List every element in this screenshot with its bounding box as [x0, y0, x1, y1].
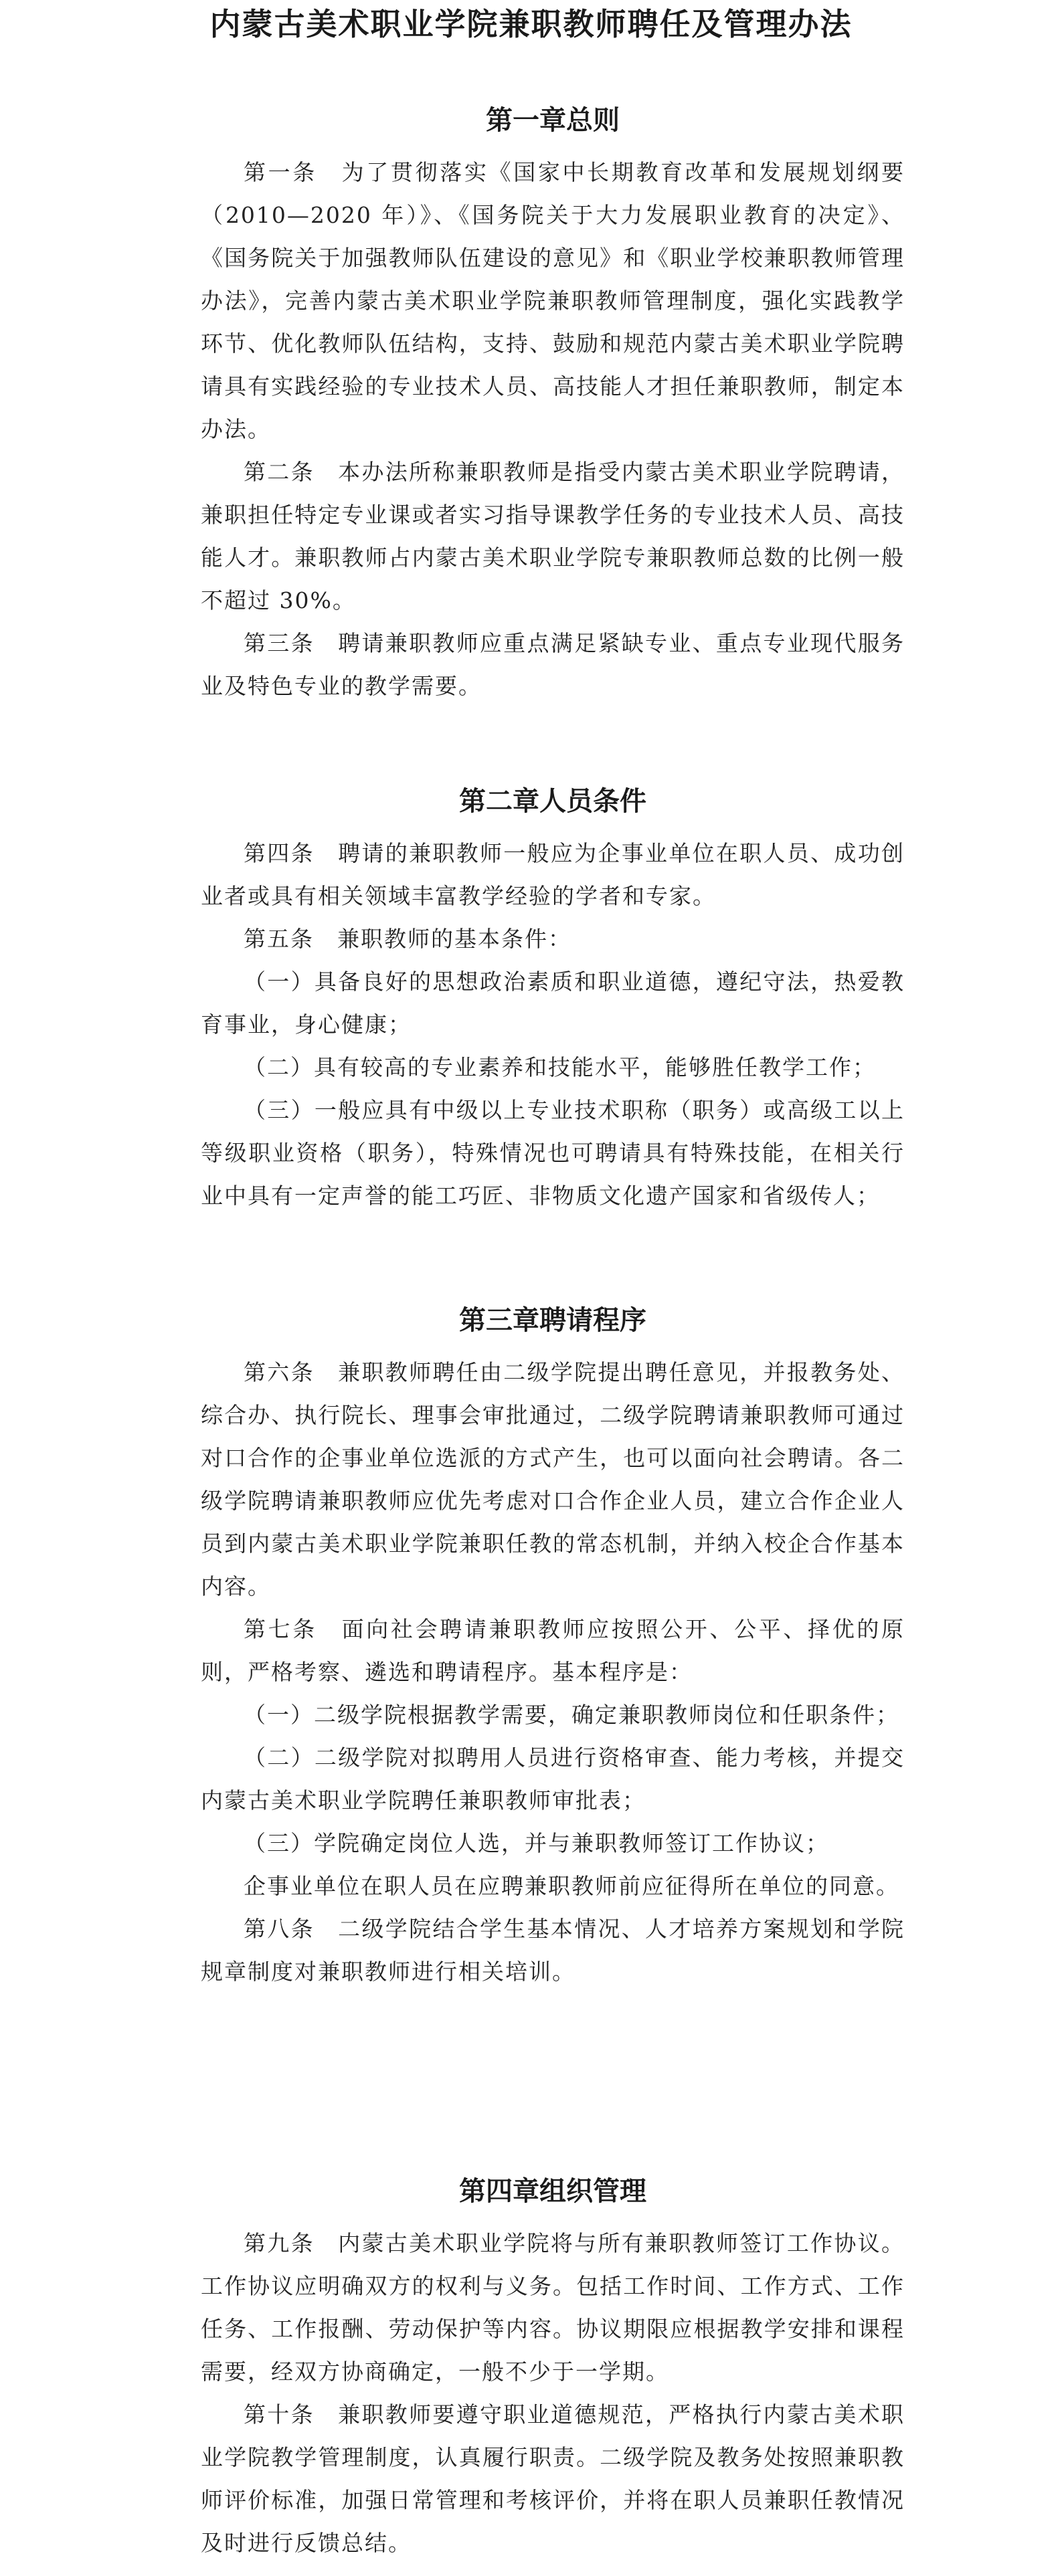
- article-paragraph: 第八条 二级学院结合学生基本情况、人才培养方案规划和学院规章制度对兼职教师进行相关培训。: [201, 1916, 905, 1985]
- list-item: （一）二级学院根据教学需要，确定兼职教师岗位和任职条件；: [244, 1702, 899, 1728]
- list-item: （三）一般应具有中级以上专业技术职称（职务）或高级工以上等级职业资格（职务），特殊情况也可聘请具有特殊技能，在相关行业中具有一定声誉的能工巧匠、非物质文化遗产国家和省级传人；: [201, 1097, 905, 1209]
- chapter-3: [201, 1300, 905, 1993]
- article-paragraph: 第四条 聘请的兼职教师一般应为企事业单位在职人员、成功创业者或具有相关领域丰富教学经验的学者和专家。: [201, 840, 905, 909]
- chapter-1: [201, 100, 905, 708]
- article-paragraph: 第二条 本办法所称兼职教师是指受内蒙古美术职业学院聘请，兼职担任特定专业课或者实习指导课教学任务的专业技术人员、高技能人才。兼职教师占内蒙古美术职业学院专兼职教师总数的比例一般不超过 30%。: [201, 459, 905, 613]
- list-item: （二）具有较高的专业素养和技能水平，能够胜任教学工作；: [244, 1054, 876, 1080]
- chapter-heading: 第一章总则: [486, 104, 620, 136]
- document-title: 内蒙古美术职业学院兼职教师聘任及管理办法: [209, 6, 853, 42]
- article-paragraph: 第五条 兼职教师的基本条件：: [244, 926, 571, 952]
- chapter-heading: 第三章聘请程序: [459, 1304, 646, 1336]
- chapter-4: [201, 2171, 905, 2565]
- note-paragraph: 企事业单位在职人员在应聘兼职教师前应征得所在单位的同意。: [244, 1873, 899, 1899]
- chapter-2: [201, 781, 905, 1217]
- list-item: （三）学院确定岗位人选，并与兼职教师签订工作协议；: [244, 1830, 829, 1856]
- list-item: （一）具备良好的思想政治素质和职业道德，遵纪守法，热爱教育事业，身心健康；: [201, 969, 905, 1037]
- chapter-heading: 第二章人员条件: [459, 785, 646, 817]
- article-paragraph: 第六条 兼职教师聘任由二级学院提出聘任意见，并报教务处、综合办、执行院长、理事会审批通过，二级学院聘请兼职教师可通过对口合作的企事业单位选派的方式产生，也可以面向社会聘请。各二级学院聘请兼职教师应优先考虑对口合作企业人员，建立合作企业人员到内蒙古美术职业学院兼职任教的常态机制，并纳入校企合作基本内容。: [201, 1359, 905, 1599]
- article-paragraph: 第三条 聘请兼职教师应重点满足紧缺专业、重点专业现代服务业及特色专业的教学需要。: [201, 630, 905, 699]
- article-paragraph: 第十条 兼职教师要遵守职业道德规范，严格执行内蒙古美术职业学院教学管理制度，认真履行职责。二级学院及教务处按照兼职教师评价标准，加强日常管理和考核评价，并将在职人员兼职任教情况及时进行反馈总结。: [201, 2401, 905, 2556]
- article-paragraph: 第七条 面向社会聘请兼职教师应按照公开、公平、择优的原则，严格考察、遴选和聘请程序。基本程序是：: [201, 1616, 905, 1685]
- article-paragraph: 第九条 内蒙古美术职业学院将与所有兼职教师签订工作协议。工作协议应明确双方的权利与义务。包括工作时间、工作方式、工作任务、工作报酬、劳动保护等内容。协议期限应根据教学安排和课程需要，经双方协商确定，一般不少于一学期。: [201, 2230, 905, 2385]
- chapter-heading: 第四章组织管理: [459, 2175, 646, 2207]
- article-paragraph: 第一条 为了贯彻落实《国家中长期教育改革和发展规划纲要（2010—2020 年）》、《国务院关于大力发展职业教育的决定》、《国务院关于加强教师队伍建设的意见》和《职业学校兼职教师管理办法》，完善内蒙古美术职业学院兼职教师管理制度，强化实践教学环节、优化教师队伍结构，支持、鼓励和规范内蒙古美术职业学院聘请具有实践经验的专业技术人员、高技能人才担任兼职教师，制定本办法。: [201, 159, 905, 442]
- list-item: （二）二级学院对拟聘用人员进行资格审查、能力考核，并提交内蒙古美术职业学院聘任兼职教师审批表；: [201, 1745, 905, 1813]
